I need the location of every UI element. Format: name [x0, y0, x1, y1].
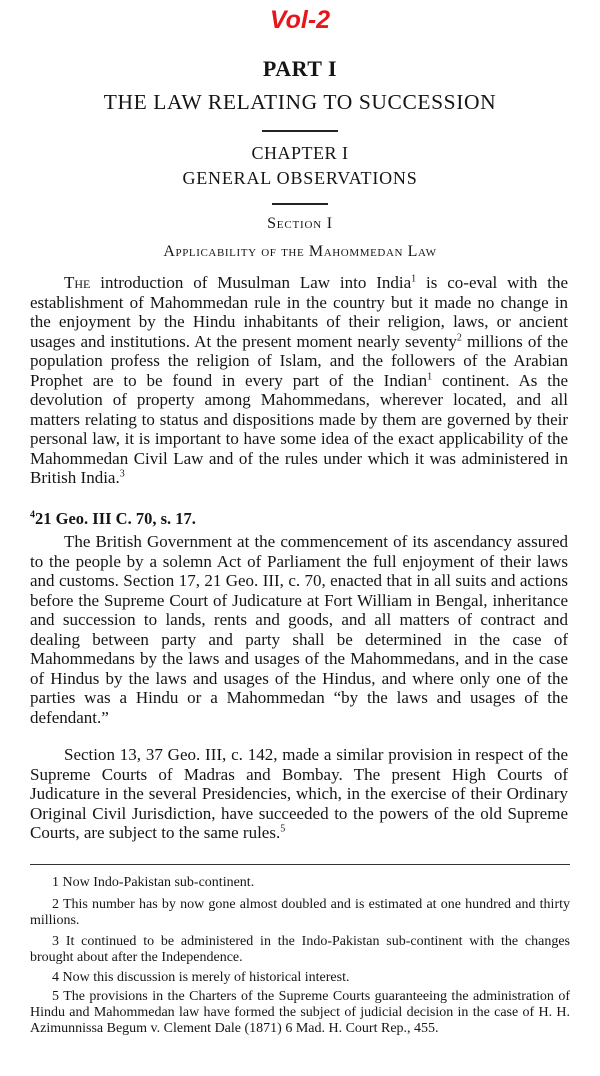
footnote-text: 3 It continued to be administered in the Indo-Pakistan sub-continent with the changes brought about after the Independence. [30, 934, 570, 965]
footnote-ref: 2 [456, 331, 462, 343]
footnote-4 [30, 970, 570, 986]
section-number: Section I [267, 215, 333, 232]
paragraph-text: continent. As the devolution of property among Mahommedans, wherever located, and all matters relating to status and dispositions made by them are governed by their personal law, it is important to have some idea of the exact applicability of the Mahommedan Civil Law and of the rules under which it was administered in British India. [30, 370, 568, 487]
footnote-5 [30, 989, 570, 1037]
chapter-number: CHAPTER I [251, 143, 349, 163]
footnote-text: 1 Now Indo-Pakistan sub-continent. [52, 875, 255, 890]
paragraph-text: introduction of Musulman Law into India [90, 273, 412, 292]
marginal-heading [30, 509, 196, 529]
footnote-text: 4 Now this discussion is merely of historical interest. [52, 970, 350, 985]
paragraph-text: The British Government at the commencement of its ascendancy assured to the people by a solemn Act of Parliament the full enjoyment of their laws and customs. Section 17, 21 Geo. III, c. 70, enacted that in all suits and actions before the Supreme Court of Judicature at Fort William in Bengal, inheritance and succession to lands, rents and goods, and all matters of contract and dealing between party and party shall be determined in the case of Mahommedans by the laws and usages of the Mahommedans, and in the case of Hindus by the laws and usages of the Hindus, and where only one of the parties was a Hindu or a Mahommedan “by the laws and usages of the defendant.” [30, 532, 568, 727]
divider-rule [262, 130, 338, 132]
paragraph-lead-word: The [64, 273, 91, 292]
footnote-text: 5 The provisions in the Charters of the Supreme Courts guaranteeing the administration of Hindu and Mahommedan law have formed the subject of judicial decision in the case of H. H. Azimunnissa Begum v. Clement Dale (1871) 6 Mad. H. Court Rep., 455. [30, 989, 570, 1036]
part-title: THE LAW RELATING TO SUCCESSION [103, 90, 497, 114]
paragraph-text: is co-eval with the establishment of Mahommedan rule in the country but it made no change in the enjoyment by the Hindu inhabitants of their religion, laws, or ancient usages and institutions. At the present moment nearly seventy [30, 273, 568, 351]
paragraph-1 [30, 273, 568, 488]
paragraph-3 [30, 745, 568, 843]
footnote-divider [30, 864, 570, 865]
footnote-2 [30, 897, 570, 929]
footnote-1 [30, 875, 570, 891]
marginal-heading-text: 21 Geo. III C. 70, s. 17. [35, 509, 196, 528]
footnote-ref: 1 [427, 370, 433, 382]
paragraph-text: Section 13, 37 Geo. III, c. 142, made a similar provision in respect of the Supreme Courts of Madras and Bombay. The present High Courts of Judicature in the several Presidencies, which, in the exercise of their Ordinary Original Civil Jurisdiction, have succeeded to the powers of the old Supreme Courts, are subject to the same rules. [30, 745, 568, 842]
paragraph-text: millions of the population profess the religion of Islam, and the followers of the Arabian Prophet are to be found in every part of the Indian [30, 331, 568, 390]
footnote-ref: 3 [119, 468, 125, 480]
part-number: PART I [262, 56, 338, 81]
footnote-ref: 5 [280, 823, 286, 835]
footnote-ref: 1 [411, 273, 417, 285]
paragraph-2 [30, 532, 568, 727]
divider-rule [272, 203, 328, 205]
chapter-title: GENERAL OBSERVATIONS [182, 168, 418, 188]
section-title: Applicability of the Mahommedan Law [163, 243, 437, 260]
footnote-text: 2 This number has by now gone almost doubled and is estimated at one hundred and thirty millions. [30, 897, 570, 928]
footnote-3 [30, 934, 570, 966]
volume-label: Vol-2 [269, 6, 331, 34]
footnote-ref: 4 [30, 509, 35, 521]
